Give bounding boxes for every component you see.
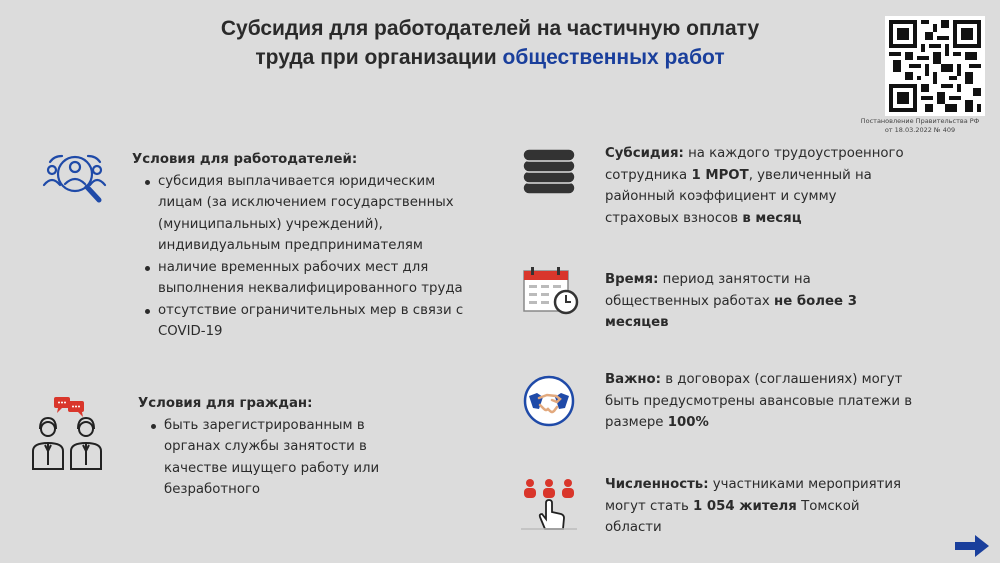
important-percent: 100% [667, 415, 709, 430]
count-text-2: Томской области [605, 498, 860, 535]
search-people-icon [38, 150, 110, 214]
list-item: наличие временных рабочих мест для выполнения неквалифицированного труда [132, 257, 482, 300]
page-title [150, 14, 830, 72]
title-line-2-accent: общественных работ [502, 46, 725, 69]
time-label: Время: [605, 272, 659, 287]
subsidy-amount: 1 МРОТ [691, 167, 749, 183]
important-text: в договорах (соглашениях) могут быть предусмотрены авансовые платежи в размере [605, 372, 913, 430]
people-click-icon [520, 474, 578, 532]
title-line-1: Субсидия для работодателей на частичную оплату [220, 17, 760, 40]
qr-code-icon[interactable] [885, 16, 985, 116]
handshake-icon [522, 374, 576, 428]
important-label: Важно: [605, 372, 661, 387]
subsidy-period: в месяц [742, 210, 802, 226]
time-text: период занятости на общественных работах [605, 272, 811, 309]
employers-list [132, 171, 482, 343]
title-line-2-plain: труда при организации [255, 46, 497, 69]
list-item: субсидия выплачивается юридическим лицам (за исключением государственных (муниципальных) учреждений), индивидуальным предпринимателям [132, 171, 482, 257]
list-item: быть зарегистрированным в органах службы занятости в качестве ищущего работу или безработного [138, 415, 398, 501]
subsidy-label: Субсидия: [605, 146, 684, 161]
decree-line-2: от 18.03.2022 № 409 [884, 126, 956, 134]
title-line-2 [150, 43, 830, 72]
employers-conditions [132, 149, 482, 343]
subsidy-text-2: , увеличенный на районный коэффициент и сумму страховых взносов [605, 167, 872, 226]
coins-icon [520, 148, 578, 198]
time-info [605, 269, 875, 334]
list-item: отсутствие ограничительных мер в связи с COVID-19 [132, 300, 482, 343]
consultants-icon [28, 395, 112, 471]
important-info [605, 369, 915, 434]
citizens-heading: Условия для граждан: [138, 396, 313, 411]
time-limit: не более 3 месяцев [605, 293, 857, 330]
decree-reference [850, 117, 990, 135]
count-info [605, 474, 910, 539]
next-arrow-icon[interactable] [955, 535, 989, 557]
subsidy-text-1: на каждого трудоустроенного сотрудника [605, 146, 904, 183]
subsidy-info [605, 143, 905, 229]
count-label: Численность: [605, 477, 709, 492]
count-number: 1 054 жителя [693, 498, 797, 514]
citizens-list [138, 415, 398, 501]
decree-line-1: Постановление Правительства РФ [860, 117, 980, 125]
citizens-conditions [138, 393, 398, 501]
employers-heading: Условия для работодателей: [132, 152, 358, 167]
calendar-clock-icon [522, 266, 580, 316]
count-text-1: участниками мероприятия могут стать [605, 477, 902, 514]
